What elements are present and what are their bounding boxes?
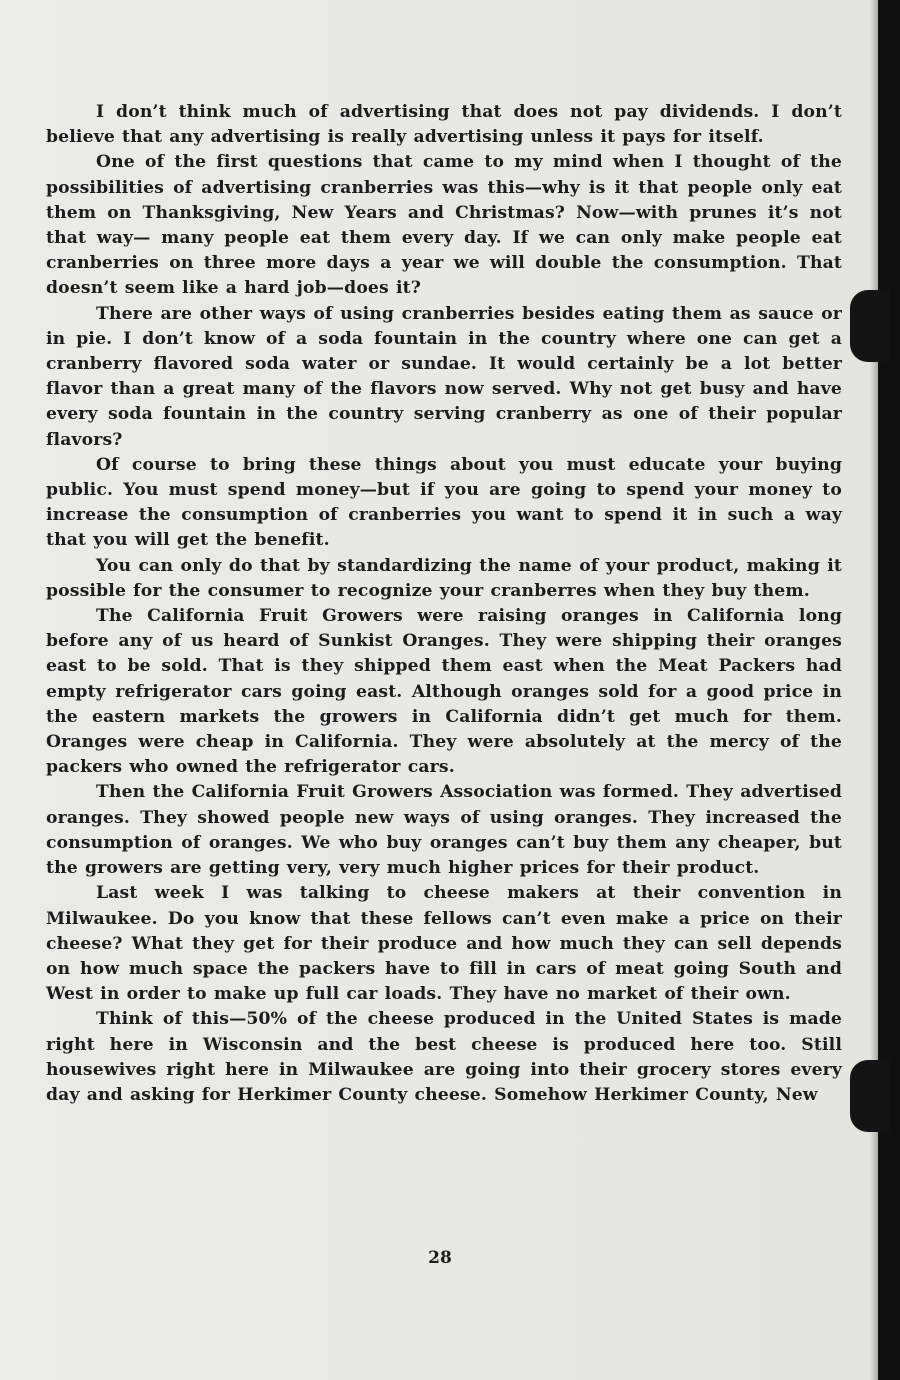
- binder-clip-top: [850, 290, 890, 362]
- paragraph-4: Of course to bring these things about you must educate your buying public. You must spend money—but if you are going to spend your money to increase the consumption of cranberries you want to spend it in such a way that you will get the benefit.: [46, 454, 842, 551]
- paragraph-3: There are other ways of using cranberries besides eating them as sauce or in pie. I don’t know of a soda fountain in the country where one can get a cranberry flavored soda water or sundae. It would certainly be a lot better flavor than a great many of the flavors now served. Why not get busy and have every soda fountain in the country serving cranberry as one of their popular flavors?: [46, 303, 842, 450]
- book-binding: [878, 0, 900, 1380]
- paragraph-6: The California Fruit Growers were raising oranges in California long before any of us heard of Sunkist Oranges. They were shipping their oranges east to be sold. That is they shipped them east when the Meat Packers had empty refrigerator cars going east. Although oranges sold for a good price in the eastern markets the growers in California didn’t get much for them. Oranges were cheap in California. They were absolutely at the mercy of the packers who owned the refrigerator cars.: [46, 606, 842, 778]
- binder-clip-bottom: [850, 1060, 890, 1132]
- paragraph-1: I don’t think much of advertising that does not pay dividends. I don’t believe that any advertising is really advertising unless it pays for itself.: [46, 102, 842, 148]
- paragraph-2: One of the first questions that came to my mind when I thought of the possibilities of advertising cranberries was this—why is it that people only eat them on Thanksgiving, New Years and Christmas? Now—with prunes it’s not that way— many people eat them every day. If we can only make people eat cranberries on three more days a year we will double the consumption. That doesn’t seem like a hard job—does it?: [46, 152, 842, 299]
- paragraph-7: Then the California Fruit Growers Association was formed. They advertised oranges. They showed people new ways of using oranges. They increased the consumption of oranges. We who buy oranges can’t buy them any cheaper, but the growers are getting very, very much higher prices for their product.: [46, 782, 842, 879]
- page-number: 28: [428, 1248, 452, 1268]
- paragraph-9: Think of this—50% of the cheese produced in the United States is made right here in Wisconsin and the best cheese is produced here too. Still housewives right here in Milwaukee are going into their grocery stores every day and asking for Herkimer County cheese. Somehow Herkimer County, New: [46, 1009, 842, 1105]
- paragraph-8: Last week I was talking to cheese makers at their convention in Milwaukee. Do you know that these fellows can’t even make a price on their cheese? What they get for their produce and how much they can sell depends on how much space the packers have to fill in cars of meat going South and West in order to make up full car loads. They have no market of their own.: [46, 883, 842, 1005]
- body-text: [46, 100, 842, 1108]
- paragraph-5: You can only do that by standardizing the name of your product, making it possible for the consumer to recognize your cranberres when they buy them.: [46, 555, 842, 601]
- binding-shadow: [870, 0, 878, 1380]
